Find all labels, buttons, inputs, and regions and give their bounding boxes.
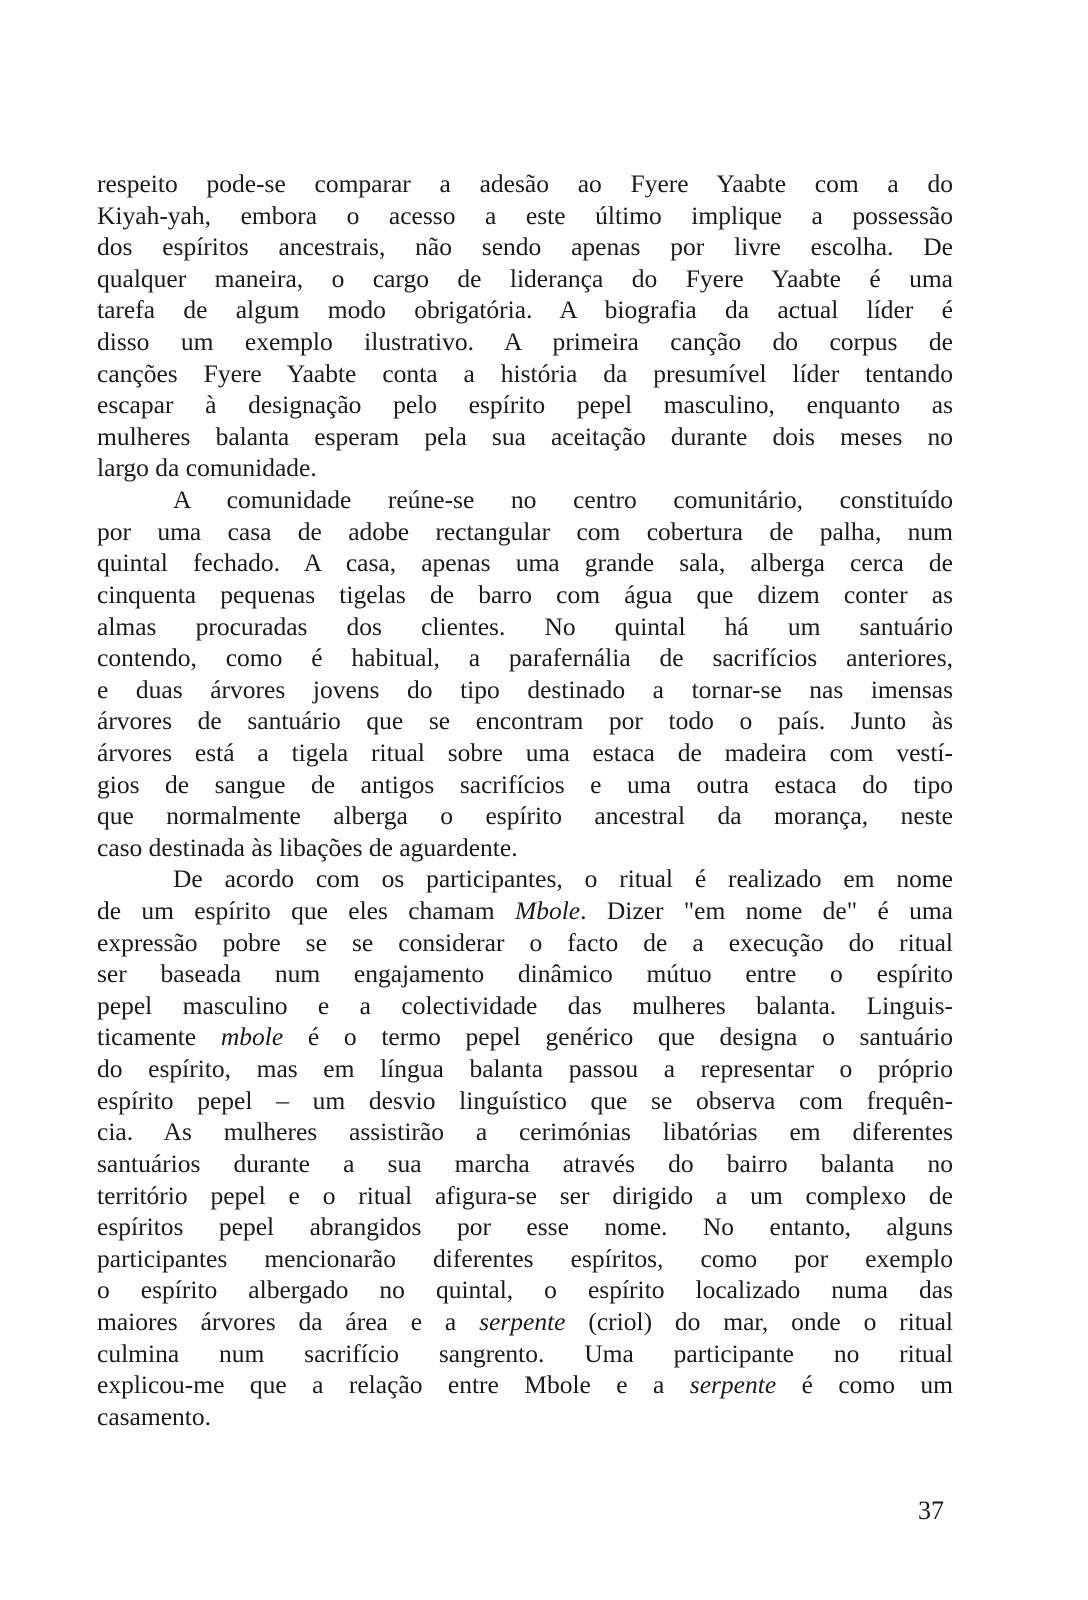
text-run: maiores árvores da área e a xyxy=(97,1306,480,1336)
text-line: ser baseada num engajamento dinâmico mútuo entre o espírito xyxy=(97,959,953,989)
text-run: explicou-me que a relação entre Mbole e a xyxy=(97,1370,690,1400)
text-line xyxy=(97,1021,953,1053)
text-line: qualquer maneira, o cargo de liderança do Fyere Yaabte é uma xyxy=(97,263,953,293)
text-line: tarefa de algum modo obrigatória. A biografia da actual líder é xyxy=(97,295,953,325)
text-line: território pepel e o ritual afigura-se ser dirigido a um complexo de xyxy=(97,1180,953,1210)
text-line: árvores está a tigela ritual sobre uma estaca de madeira com vestí- xyxy=(97,737,953,767)
text-line: respeito pode-se comparar a adesão ao Fyere Yaabte com a do xyxy=(97,169,953,198)
body-text xyxy=(97,168,953,1432)
text-line: expressão pobre se se considerar o facto de a execução do ritual xyxy=(97,927,953,957)
text-line: A comunidade reúne-se no centro comunitário, constituído xyxy=(173,485,953,515)
text-line: participantes mencionarão diferentes espíritos, como por exemplo xyxy=(97,1243,953,1273)
text-line: largo da comunidade. xyxy=(97,453,317,483)
italic-term: serpente xyxy=(479,1306,566,1336)
text-line: gios de sangue de antigos sacrifícios e uma outra estaca do tipo xyxy=(97,769,953,799)
text-line: cia. As mulheres assistirão a cerimónias libatórias em diferentes xyxy=(97,1117,953,1147)
text-run: (criol) do mar, onde o ritual xyxy=(565,1306,953,1336)
text-line xyxy=(97,1369,953,1401)
text-line: mulheres balanta esperam pela sua aceitação durante dois meses no xyxy=(97,421,953,451)
text-run: de um espírito que eles chamam xyxy=(97,896,515,926)
text-line xyxy=(97,895,953,927)
text-line: pepel masculino e a colectividade das mulheres balanta. Linguis- xyxy=(97,990,953,1020)
text-run: . Dizer "em nome de" é uma xyxy=(580,896,953,926)
text-line: espíritos pepel abrangidos por esse nome. No entanto, alguns xyxy=(97,1212,953,1242)
text-line: espírito pepel – um desvio linguístico que se observa com frequên- xyxy=(97,1085,953,1115)
text-run: é como um xyxy=(776,1370,953,1400)
text-line: dos espíritos ancestrais, não sendo apenas por livre escolha. De xyxy=(97,232,953,262)
text-line: do espírito, mas em língua balanta passou a representar o próprio xyxy=(97,1054,953,1084)
text-line: quintal fechado. A casa, apenas uma grande sala, alberga cerca de xyxy=(97,548,953,578)
text-run: ticamente xyxy=(97,1022,221,1052)
text-line: caso destinada às libações de aguardente. xyxy=(97,832,518,862)
text-line: Kiyah-yah, embora o acesso a este último implique a possessão xyxy=(97,200,953,230)
text-line: árvores de santuário que se encontram por todo o país. Junto às xyxy=(97,706,953,736)
text-line: santuários durante a sua marcha através do bairro balanta no xyxy=(97,1148,953,1178)
text-line: canções Fyere Yaabte conta a história da presumível líder tentando xyxy=(97,358,953,388)
text-line xyxy=(97,1306,953,1338)
text-line: e duas árvores jovens do tipo destinado a tornar-se nas imensas xyxy=(97,674,953,704)
text-line: o espírito albergado no quintal, o espírito localizado numa das xyxy=(97,1275,953,1305)
text-line: que normalmente alberga o espírito ancestral da morança, neste xyxy=(97,801,953,831)
italic-term: mbole xyxy=(220,1022,284,1052)
text-line: por uma casa de adobe rectangular com cobertura de palha, num xyxy=(97,516,953,546)
text-line: cinquenta pequenas tigelas de barro com água que dizem conter as xyxy=(97,579,953,609)
text-line: casamento. xyxy=(97,1401,211,1431)
text-line: escapar à designação pelo espírito pepel masculino, enquanto as xyxy=(97,390,953,420)
text-line: De acordo com os participantes, o ritual é realizado em nome xyxy=(173,864,953,894)
page-number: 37 xyxy=(918,1496,944,1525)
italic-term: serpente xyxy=(689,1370,777,1400)
text-line: almas procuradas dos clientes. No quintal há um santuário xyxy=(97,611,953,641)
text-line: culmina num sacrifício sangrento. Uma participante no ritual xyxy=(97,1338,953,1368)
text-run: é o termo pepel genérico que designa o santuário xyxy=(283,1022,953,1052)
italic-term: Mbole xyxy=(514,896,581,926)
text-line: disso um exemplo ilustrativo. A primeira canção do corpus de xyxy=(97,327,953,357)
text-line: contendo, como é habitual, a parafernália de sacrifícios anteriores, xyxy=(97,643,953,673)
